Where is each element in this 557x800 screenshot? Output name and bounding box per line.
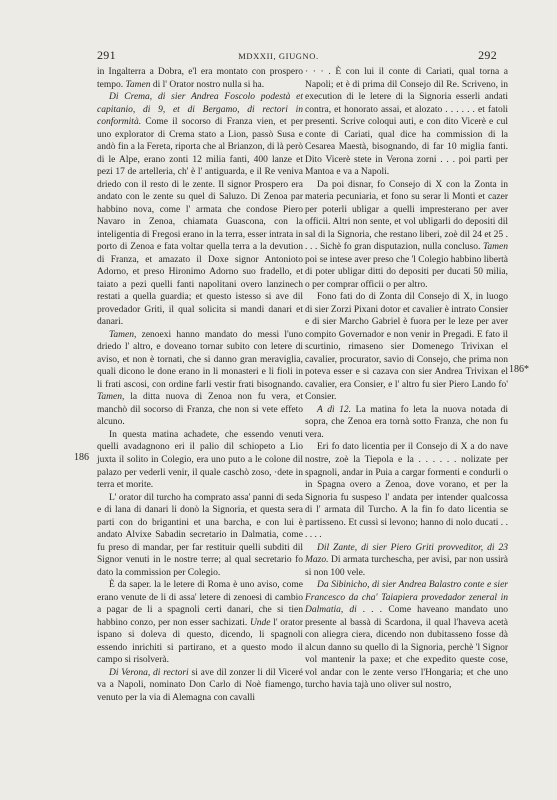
paragraph: [305, 66, 508, 179]
italic-text: Di Verona, di rectori: [109, 667, 189, 678]
paragraph: [97, 579, 303, 667]
paragraph: [97, 667, 303, 705]
paragraph: [305, 404, 508, 442]
body-text: È da saper. la le letere di Roma è uno aviso, come erano venute de li di assa' letere di zenoesi di cambio a pagar de li a spagnoli certi danari, che si tien habbino conzo, per non esser sachizati.: [97, 580, 303, 628]
running-title: MDXXII, GIUGNO.: [238, 51, 319, 61]
paragraph: [97, 329, 303, 429]
italic-text: Da Sibinicho, di sier Andrea Balastro conte e sier Francesco da cha' Taiapiera provedador zeneral in Dalmatia, di . . .: [305, 580, 508, 616]
margin-number-left: 186: [74, 452, 89, 463]
body-text: si ave dil zonzer li dil Viceré va a Napoli, nominato Don Carlo di Noè fiamengo, venuto per la via di Alemagna con cavalli: [97, 667, 303, 703]
margin-number-right: 186*: [509, 364, 529, 375]
left-text-column: [97, 66, 303, 704]
paragraph: [305, 542, 508, 580]
paragraph: [305, 441, 508, 541]
body-text: Da poi disnar, fo Consejo di X con la Zonta in materia pecuniaria, et fono su serar li Monti et cazer per poterli ubligar a quelli impresterano per aver officii. Altri non sente, et vol ubligarli do depositi dil sal di la Signoria, che restano liberi, zoè dil 24 et 25 . . . . Sichè fo gran disputazion, nulla concluso.: [305, 179, 508, 253]
paragraph: [305, 579, 508, 692]
body-text: Come il socorso di Franza vien, et per uno explorator di Crema stato a Lion, passò Susa e andò fin a la Fereta, riporta che al Brianzon, di là però di le Alpe, erano zonti 12 milia fanti, 400 lanze et pezi 17 de artelleria, ch' è l' antiguarda, e il Re veniva driedo con il resto di le zente. Il signor Prospero era andato con le zente su quel di Saluzo. Di Zenoa par habbino nova, come l' armata che condose Piero Navaro in Zenoa, chiamata Guascona, con la inteligentia di Fregosi erano in la terra, esser intrata in porto di Zenoa e fata voltar quella terra a la devution di Franza, et amazato il Doxe signor Antonioto Adorno, et preso Hironimo Adorno suo fradello, et taiato a pezi quelli fanti napolitani overo lanzinech restati a quella guardia; et questo istesso si ave dil provedador Griti, il qual solicita si mandi danari et danari.: [97, 117, 304, 328]
body-text: Eri fo dato licentia per il Consejo di X a do nave nostre, zoè la Tiepola e la . . . . . . nolizate per spagnoli, andar in Puia a cargar formenti e condurli o in Spagna overo a Zenoa, dove vorano, et per la Signoria fu suspeso l' andata per intender qualcossa di l' armata dil Turcho. A la fin fo dato licentia se partisseno. Et cussì si levono; hanno di nolo ducati . . . . . .: [305, 442, 508, 541]
paragraph: [97, 66, 303, 91]
body-text: Come haveano mandato uno presente al bassà di Scardona, il qual l'haveva acetà con aliegra ciera, dicendo non dubitasseno fosse dà alcun danno su quello di la Signoria, perchè 'l Signor vol mantenir la paxe; et che expedito queste cose, vol andar con le zente verso l'Hongaria; et che uno turcho havia tajà uno oliver sul nostro,: [305, 605, 508, 691]
paragraph: [97, 429, 303, 492]
italic-text: Dil Zante, di sier Piero Griti provveditor, di 23 Mazo.: [305, 542, 508, 566]
italic-text: Tamen: [125, 79, 151, 90]
body-text: l' orator ispano si doleva di questo, dicendo, li spagnoli essendo inrichiti si partirano, et a questo modo il campo si risolverà.: [97, 617, 303, 666]
italic-text: Unde: [249, 617, 271, 628]
body-text: in Ingalterra a Dobra, e'l era montato con prospero tempo.: [97, 67, 303, 90]
paragraph: [305, 291, 508, 404]
paragraph: [305, 179, 508, 292]
page-number-right: 292: [478, 48, 497, 62]
page-number-left: 291: [97, 48, 116, 62]
italic-text: Tamen: [483, 242, 508, 253]
right-text-column: [305, 66, 508, 692]
body-text: , la ditta nuova di Zenoa non fu vera, et manchò dil socorso di Franza, che non si vete effeto alcuno.: [97, 392, 303, 428]
paragraph: [97, 91, 303, 329]
body-text: Di armata turchescha, per avisi, par non ussirà si non 100 vele.: [305, 555, 508, 578]
body-text: , zenoexi hanno mandato do messi l'uno driedo l' altro, e doveano tornar subito con letere di aviso, et non è tornati, che si danno gran meraviglia, quali dicono le done erano in li monasteri e li fioli in li frati ascosi, con ordine farli vestir frati bisognando.: [97, 329, 303, 390]
body-text: La matina fo leta la nuova notada di sopra, che Zenoa era tornà sotto Franza, che non fu vera.: [305, 404, 508, 440]
body-text: poi se intese aver preso che 'l Colegio habbino libertà di poter ubligar ditti do depositi per ducati 50 milia, o per comprar officii o per altro.: [305, 254, 508, 290]
body-text: Fono fati do di Zonta dil Consejo di X, in luogo di sier Zorzi Pixani dotor et cavalier è intrato Consier e di sier Marcho Gabriel è fuora per le leze per aver compito Governador e non venir in Pregadi. E fato il scurtinio, rimaseno sier Domenego Trivixan el cavalier, procurator, savio di Consejo, che prima non poteva esser e si cazava con sier Andrea Trivixan el cavalier, era Consier, e l' altro fu sier Piero Lando fo' Consier.: [305, 292, 508, 403]
italic-text: A dì 12.: [317, 404, 352, 415]
italic-text: Di Crema, di sier Andrea Foscolo podestà et capitanio, di 9, et di Bergamo, di rectori in conformità.: [97, 92, 303, 128]
body-text: di l' Orator nostro nulla si ha.: [150, 79, 265, 90]
italic-text: Tamen: [109, 329, 134, 340]
body-text: · · · . È con lui il conte di Cariati, qual torna a Napoli; et è di prima dil Consejo dil Re. Scriveno, in execution di le letere di la Signoria esserli andati contra, et honorato assai, et alozato . . . . . . et fatoli presenti. Scrive coloqui auti, e con dito Vicerè e cul conte di Cariati, qual dice ha commission di la Cesarea Maestà, bisognando, di far 10 miglia fanti. Dito Vicerè stete in Verona zorni . . . poi partì per Mantoa e va a Napoli.: [305, 67, 508, 178]
body-text: L' orator dil turcho ha comprato assa' panni di seda e di lana di danari li donò la Signoria, et questa sera parti con do brigantini et una barcha, e con lui è andato Alvixe Sabadin secretario in Dalmatia, come fu preso di mandar, per far restituir quelli subditi dil Signor venuti in le nostre terre; al qual secretario fo dato la commission per Colegio.: [97, 492, 303, 578]
paragraph: [97, 492, 303, 580]
italic-text: Tamen: [97, 392, 122, 403]
body-text: In questa matina achadete, che essendo venuti quelli avadagnono eri il palio dil schiopeto a Lio juxta il solito in Colegio, era uno puto a le colone dil palazo per vederli venir, il quale caschò zoso, ·dete in terra et morite.: [97, 429, 303, 491]
